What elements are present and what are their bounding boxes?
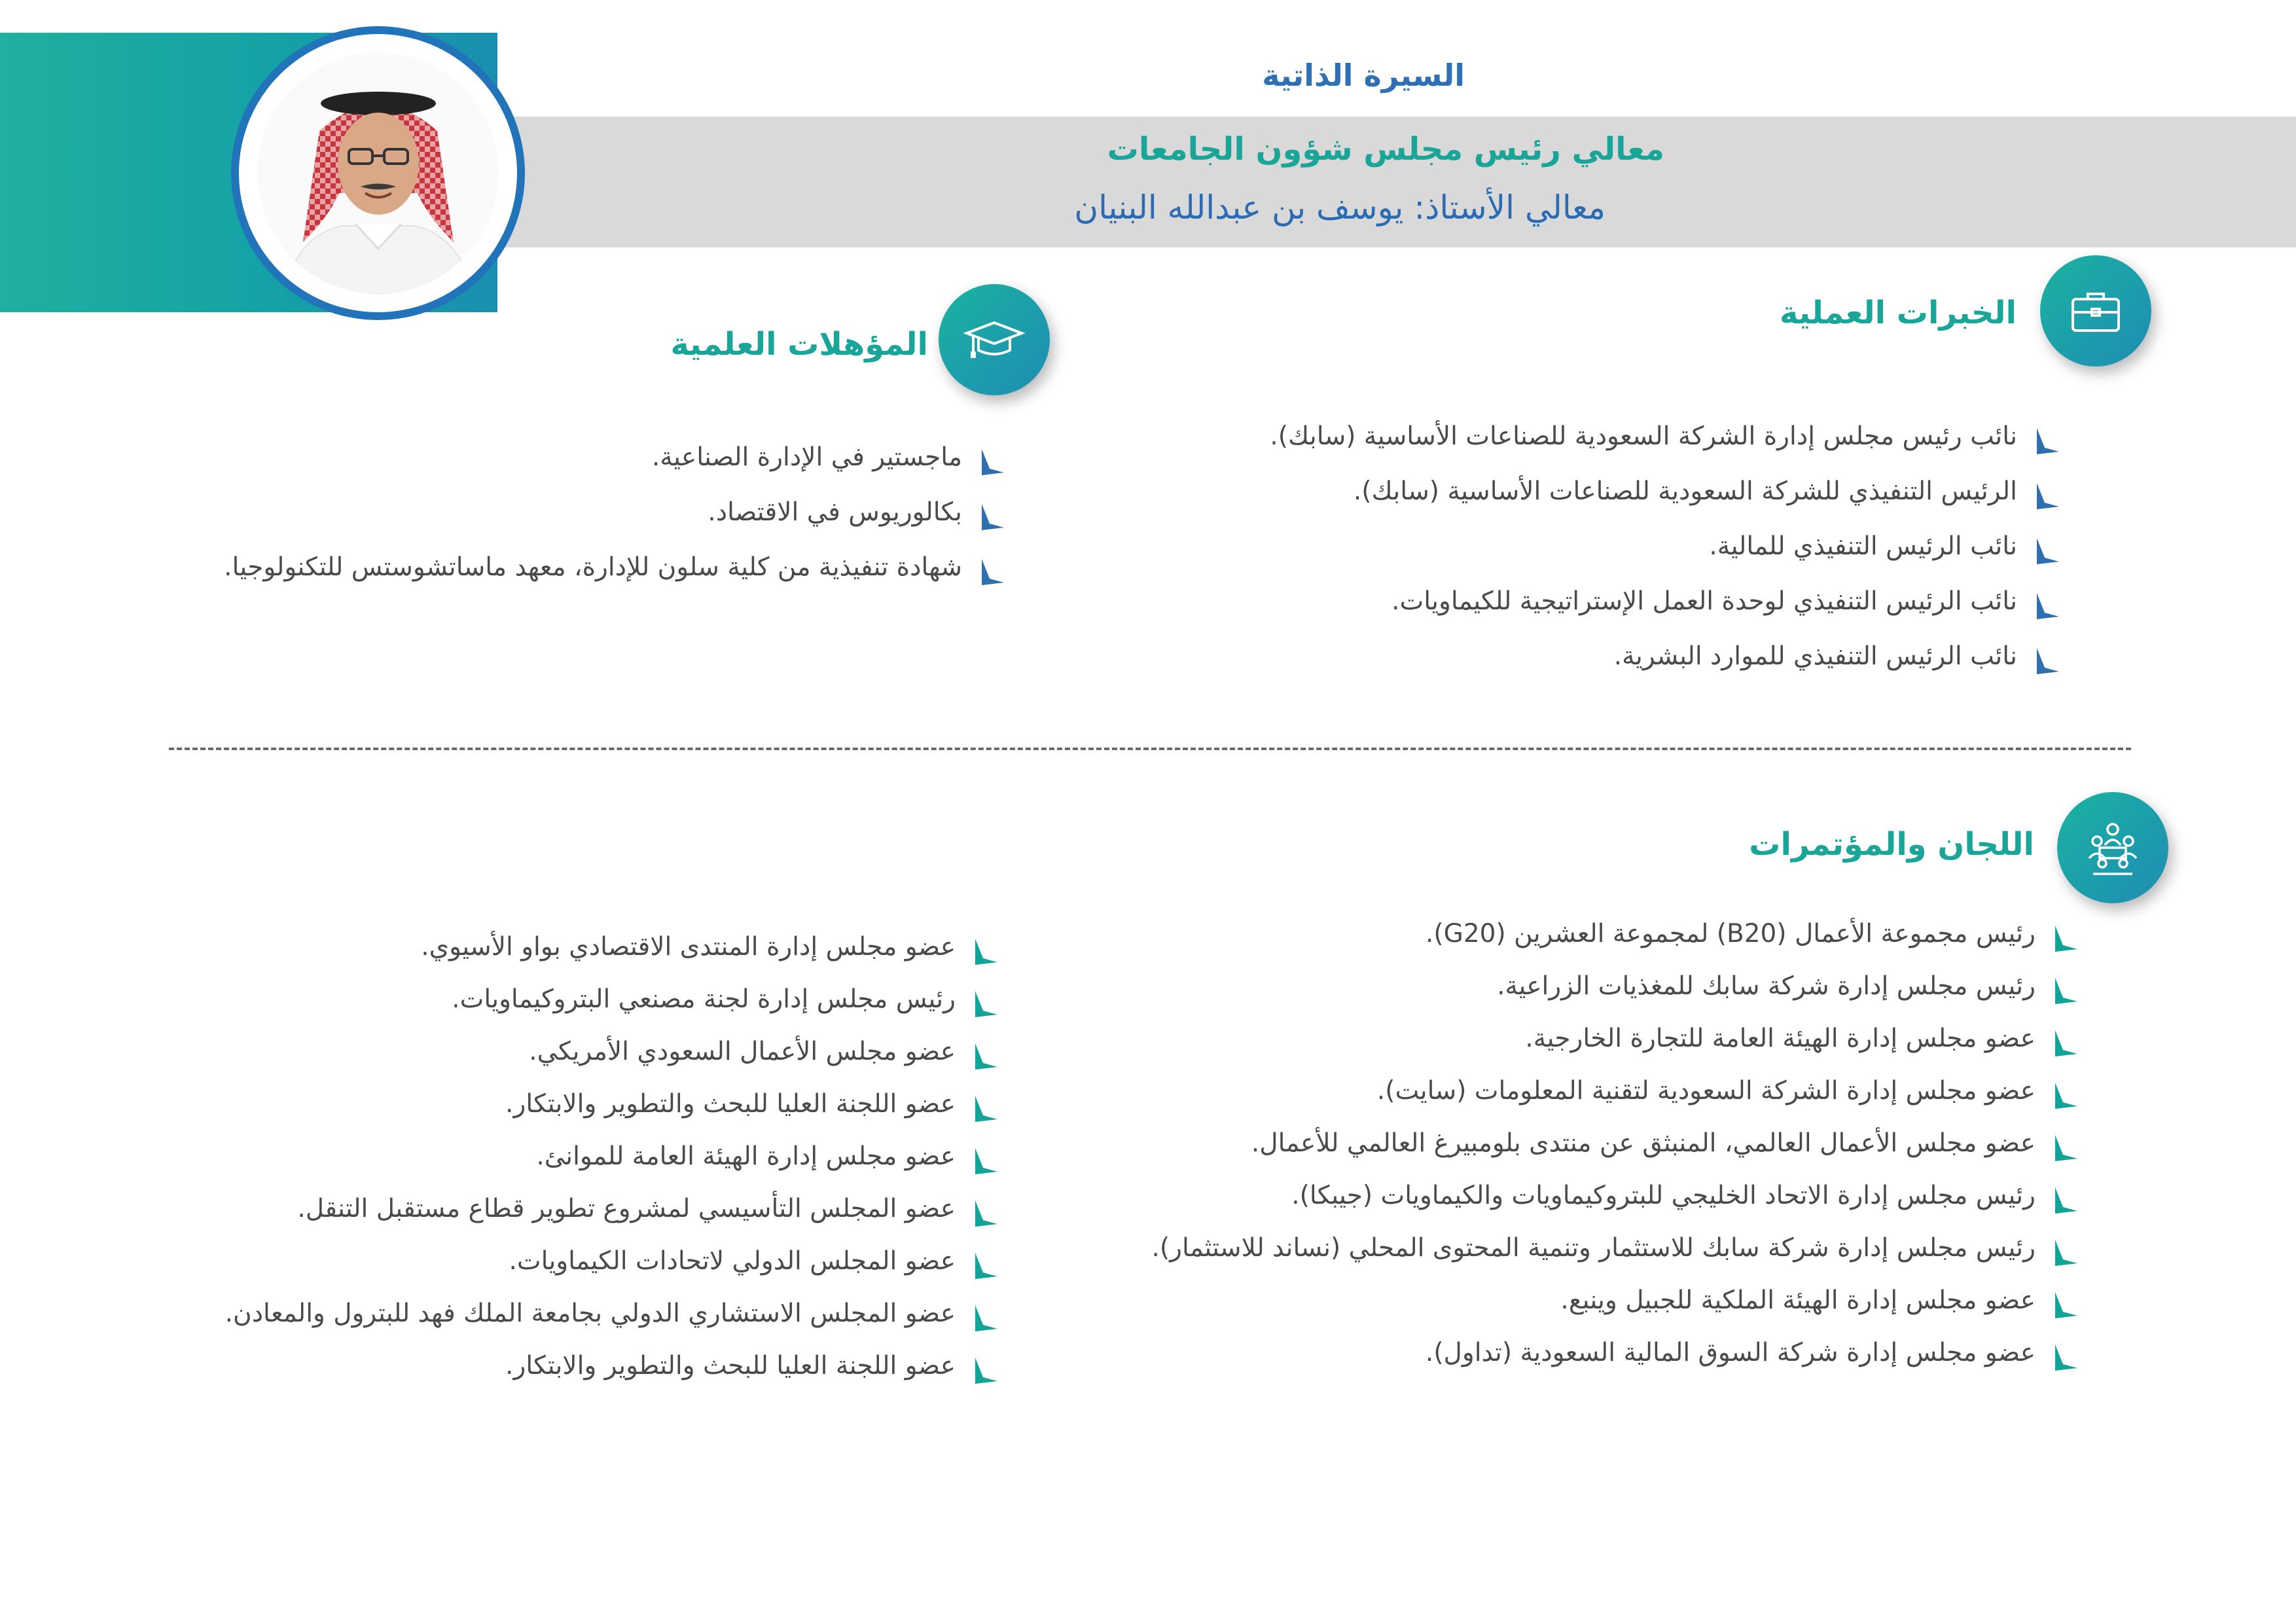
position-title: معالي رئيس مجلس شؤون الجامعات — [1107, 131, 1664, 168]
person-name: معالي الأستاذ: يوسف بن عبدالله البنيان — [1074, 189, 1605, 226]
list-item: عضو المجلس الدولي لاتحادات الكيماويات. — [225, 1238, 1000, 1291]
graduation-cap-icon — [961, 307, 1027, 372]
list-item: نائب رئيس مجلس إدارة الشركة السعودية للصناعات الأساسية (سابك). — [1270, 414, 2062, 469]
experience-list — [1270, 414, 2062, 689]
section-divider — [169, 748, 2131, 750]
list-item: عضو المجلس التأسيسي لمشروع تطوير قطاع مستقبل التنقل. — [225, 1186, 1000, 1238]
bullet-arrow-icon — [975, 501, 1007, 535]
list-item: نائب الرئيس التنفيذي للموارد البشرية. — [1270, 634, 2062, 689]
bullet-arrow-icon — [2030, 590, 2062, 624]
list-item: شهادة تنفيذية من كلية سلون للإدارة، معهد ماساتشوستس للتكنولوجيا. — [224, 545, 1007, 600]
list-item: عضو مجلس إدارة الشركة السعودية لتقنية المعلومات (سايت). — [1152, 1068, 2080, 1121]
briefcase-icon — [2063, 278, 2128, 344]
bullet-arrow-icon — [2030, 480, 2062, 514]
bullet-arrow-icon — [2049, 975, 2080, 1009]
list-item: بكالوريوس في الاقتصاد. — [224, 490, 1007, 545]
list-item: عضو مجلس الأعمال العالمي، المنبثق عن منتدى بلومبيرغ العالمي للأعمال. — [1152, 1121, 2080, 1173]
bullet-arrow-icon — [969, 1303, 1000, 1337]
qualifications-section-icon — [939, 284, 1050, 395]
experience-section-icon — [2040, 255, 2151, 367]
bullet-arrow-icon — [975, 446, 1007, 480]
bullet-arrow-icon — [2030, 535, 2062, 569]
list-item: رئيس مجلس إدارة لجنة مصنعي البتروكيماويات. — [225, 977, 1000, 1029]
list-item: عضو مجلس إدارة الهيئة الملكية للجبيل وينبع. — [1152, 1278, 2080, 1330]
portrait-photo — [257, 52, 499, 294]
list-item: عضو اللجنة العليا للبحث والتطوير والابتكار. — [225, 1343, 1000, 1396]
bullet-arrow-icon — [975, 556, 1007, 590]
list-item: عضو المجلس الاستشاري الدولي بجامعة الملك فهد للبترول والمعادن. — [225, 1291, 1000, 1343]
bullet-arrow-icon — [2049, 1132, 2080, 1166]
committees-list-right — [1152, 911, 2080, 1382]
bullet-arrow-icon — [2049, 1080, 2080, 1114]
bullet-arrow-icon — [2049, 1028, 2080, 1062]
list-item: الرئيس التنفيذي للشركة السعودية للصناعات الأساسية (سابك). — [1270, 469, 2062, 524]
list-item: رئيس مجموعة الأعمال (B20) لمجموعة العشرين (G20). — [1152, 911, 2080, 964]
list-item: عضو مجلس إدارة الهيئة العامة للتجارة الخارجية. — [1152, 1016, 2080, 1068]
bullet-arrow-icon — [969, 936, 1000, 970]
list-item: نائب الرئيس التنفيذي لوحدة العمل الإستراتيجية للكيماويات. — [1270, 579, 2062, 634]
bullet-arrow-icon — [969, 1041, 1000, 1075]
bullet-arrow-icon — [969, 1093, 1000, 1127]
list-item: رئيس مجلس إدارة شركة سابك للاستثمار وتنمية المحتوى المحلي (نساند للاستثمار). — [1152, 1225, 2080, 1278]
bullet-arrow-icon — [2049, 1342, 2080, 1376]
bullet-arrow-icon — [2030, 425, 2062, 460]
group-meeting-icon — [2080, 815, 2145, 880]
bullet-arrow-icon — [2049, 1237, 2080, 1271]
qualifications-section-title: المؤهلات العلمية — [670, 326, 928, 363]
list-item: رئيس مجلس إدارة الاتحاد الخليجي للبتروكيماويات والكيماويات (جيبكا). — [1152, 1173, 2080, 1225]
bullet-arrow-icon — [2030, 645, 2062, 679]
committees-list-left — [225, 924, 1000, 1396]
bullet-arrow-icon — [969, 1250, 1000, 1284]
list-item: نائب الرئيس التنفيذي للمالية. — [1270, 524, 2062, 579]
list-item: عضو مجلس الأعمال السعودي الأمريكي. — [225, 1029, 1000, 1081]
list-item: رئيس مجلس إدارة شركة سابك للمغذيات الزراعية. — [1152, 964, 2080, 1016]
list-item: ماجستير في الإدارة الصناعية. — [224, 435, 1007, 490]
committees-section-icon — [2057, 792, 2168, 903]
bullet-arrow-icon — [969, 1198, 1000, 1232]
bullet-arrow-icon — [2049, 923, 2080, 957]
list-item: عضو مجلس إدارة شركة السوق المالية السعودية (تداول). — [1152, 1330, 2080, 1382]
qualifications-list — [224, 435, 1007, 600]
bullet-arrow-icon — [2049, 1290, 2080, 1324]
committees-section-title: اللجان والمؤتمرات — [1749, 826, 2034, 863]
bullet-arrow-icon — [969, 1146, 1000, 1180]
list-item: عضو مجلس إدارة المنتدى الاقتصادي بواو الأسيوي. — [225, 924, 1000, 977]
bullet-arrow-icon — [969, 1355, 1000, 1389]
list-item: عضو مجلس إدارة الهيئة العامة للموانئ. — [225, 1134, 1000, 1186]
page-title: السيرة الذاتية — [1262, 58, 1465, 93]
bullet-arrow-icon — [2049, 1185, 2080, 1219]
experience-section-title: الخبرات العملية — [1780, 295, 2017, 331]
bullet-arrow-icon — [969, 988, 1000, 1022]
list-item: عضو اللجنة العليا للبحث والتطوير والابتكار. — [225, 1081, 1000, 1134]
